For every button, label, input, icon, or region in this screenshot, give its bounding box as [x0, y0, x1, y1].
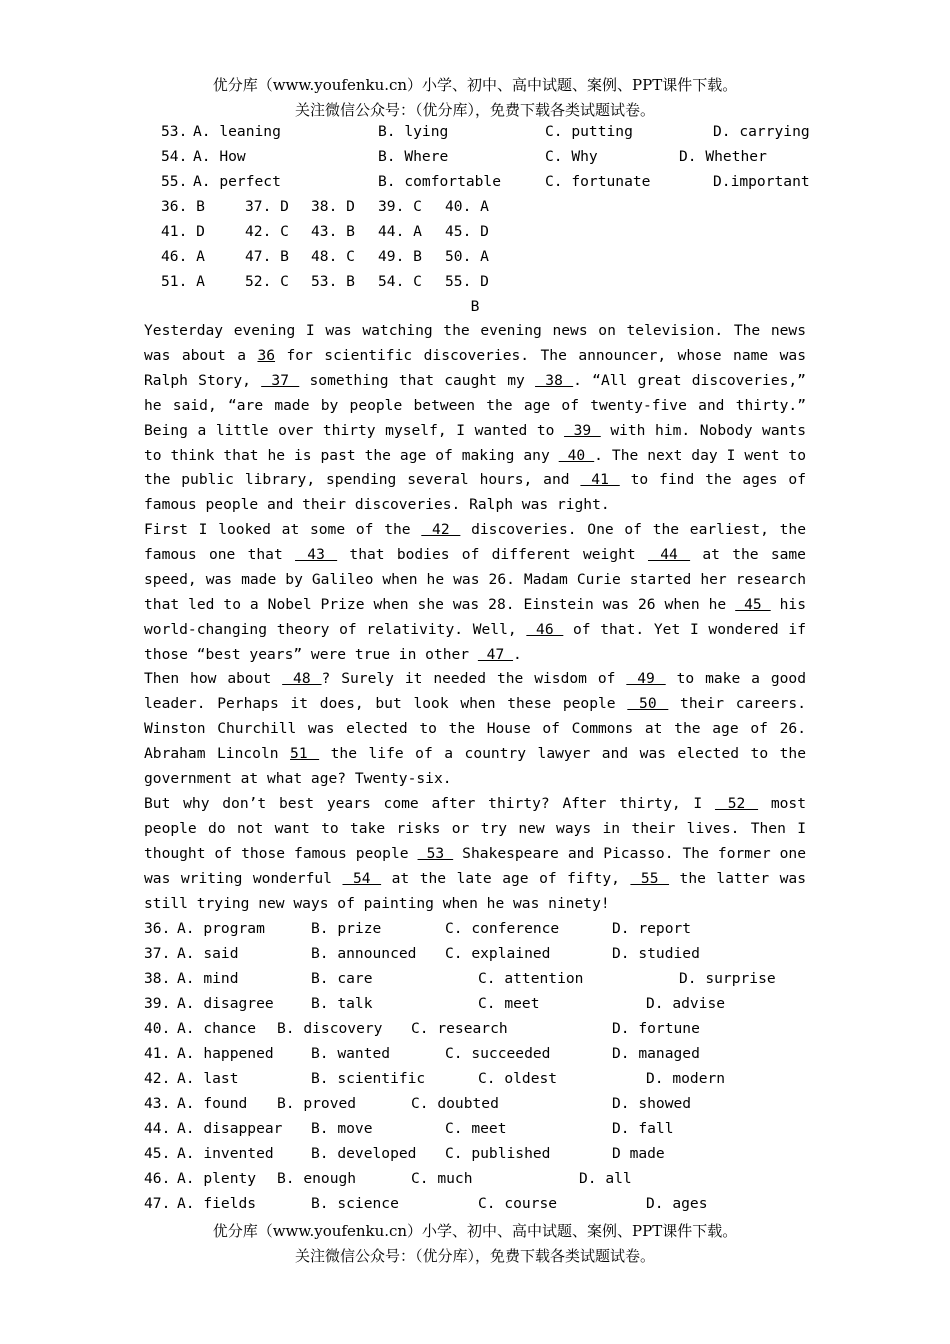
- option-c: C. meet: [445, 1120, 507, 1137]
- answer: 51. A: [161, 273, 205, 290]
- option-b: B. lying: [378, 123, 449, 140]
- blank-41: 41: [580, 471, 620, 489]
- option-num: 55.: [161, 173, 188, 190]
- option-d: D. showed: [612, 1095, 692, 1112]
- option-num: 47.: [144, 1195, 171, 1212]
- option-b: B. move: [311, 1120, 373, 1137]
- option-b: B. care: [311, 970, 373, 987]
- text: . The next day I went to the public library, spending several hours, and: [144, 446, 806, 489]
- option-d: D. ages: [646, 1195, 708, 1212]
- passage-paragraph-2: [144, 518, 806, 667]
- answer: 49. B: [378, 248, 422, 265]
- option-a: A. mind: [177, 970, 239, 987]
- answer: 53. B: [311, 273, 355, 290]
- answer: 45. D: [445, 223, 489, 240]
- option-a: A. perfect: [193, 173, 281, 190]
- option-d: D made: [612, 1145, 665, 1162]
- text: Yesterday evening I was watching the evening news on television. The news was about a: [144, 322, 806, 364]
- option-a: A. last: [177, 1070, 239, 1087]
- passage-paragraph-1: [144, 319, 806, 518]
- option-d: D. fortune: [612, 1020, 700, 1037]
- blank-50: 50: [627, 694, 669, 712]
- option-a: A. disappear: [177, 1120, 283, 1137]
- text: to find the ages of famous people and their discoveries. Ralph was right.: [144, 471, 806, 514]
- option-d: D. carrying: [713, 123, 810, 140]
- option-c: C. meet: [478, 995, 540, 1012]
- option-num: 39.: [144, 995, 171, 1012]
- option-b: B. proved: [277, 1095, 357, 1112]
- option-b: B. enough: [277, 1170, 357, 1187]
- blank-52: 52: [714, 795, 759, 812]
- option-c: C. published: [445, 1145, 551, 1162]
- option-a: A. chance: [177, 1020, 257, 1037]
- option-num: 41.: [144, 1045, 171, 1062]
- section-label: B: [470, 298, 480, 315]
- text: that bodies of different weight: [337, 545, 648, 563]
- answer: 46. A: [161, 248, 205, 265]
- option-d: D. advise: [646, 995, 726, 1012]
- option-a: A. How: [193, 148, 246, 165]
- option-c: C. explained: [445, 945, 551, 962]
- text: ? Surely it needed the wisdom of: [321, 670, 627, 687]
- answer: 44. A: [378, 223, 422, 240]
- option-a: A. happened: [177, 1045, 274, 1062]
- option-a: A. program: [177, 920, 265, 937]
- text: Shakespeare and Picasso. The former one was writing wonderful: [144, 844, 806, 887]
- option-d: D. modern: [646, 1070, 726, 1087]
- blank-40: 40: [558, 446, 595, 464]
- answer: 52. C: [245, 273, 289, 290]
- option-c: C. putting: [545, 123, 633, 140]
- option-c: C. much: [411, 1170, 473, 1187]
- blank-49: 49: [626, 670, 666, 687]
- option-d: D. Whether: [679, 148, 767, 165]
- text: the latter was still trying new ways of painting when he was ninety!: [144, 869, 807, 912]
- blank-43: 43: [295, 545, 338, 563]
- option-d: D. managed: [612, 1045, 700, 1062]
- answer: 42. C: [245, 223, 289, 240]
- option-c: C. fortunate: [545, 173, 651, 190]
- option-b: B. announced: [311, 945, 417, 962]
- option-num: 44.: [144, 1120, 171, 1137]
- answer: 36. B: [161, 198, 205, 215]
- option-num: 45.: [144, 1145, 171, 1162]
- option-a: A. leaning: [193, 123, 281, 140]
- option-c: C. research: [411, 1020, 508, 1037]
- option-b: B. discovery: [277, 1020, 383, 1037]
- option-a: A. disagree: [177, 995, 274, 1012]
- header-line-2: 关注微信公众号：（优分库），免费下载各类试题试卷。: [294, 101, 655, 119]
- option-c: C. conference: [445, 920, 560, 937]
- text: to make a good leader. Perhaps it does, but look when these people: [144, 670, 806, 712]
- option-b: B. prize: [311, 920, 382, 937]
- option-b: B. developed: [311, 1145, 417, 1162]
- text: their careers. Winston Churchill was elected to the House of Commons at the age of 26. Abraham Lincoln: [144, 694, 806, 762]
- option-a: A. said: [177, 945, 239, 962]
- answer: 37. D: [245, 198, 289, 215]
- option-num: 53.: [161, 123, 188, 140]
- option-num: 46.: [144, 1170, 171, 1187]
- blank-47: 47: [477, 645, 514, 663]
- option-c: C. Why: [545, 148, 598, 165]
- option-num: 43.: [144, 1095, 171, 1112]
- blank-51: 51: [290, 744, 320, 762]
- passage-paragraph-3: [144, 667, 806, 792]
- option-num: 37.: [144, 945, 171, 962]
- option-b: B. talk: [311, 995, 373, 1012]
- text: his world-changing theory of relativity. Well,: [144, 595, 806, 638]
- option-b: B. science: [311, 1195, 399, 1212]
- option-d: D. studied: [612, 945, 700, 962]
- option-num: 54.: [161, 148, 188, 165]
- header-line-1: 优分库（www.youfenku.cn）小学、初中、高中试题、案例、PPT课件下载。: [212, 76, 738, 94]
- passage-paragraph-4: [144, 792, 806, 917]
- answer: 50. A: [445, 248, 489, 265]
- text: at the same speed, was made by Galileo when he was 26. Madam Curie started her research that led to a Nobel Prize when she was 28. Einstein was 26 when he: [144, 545, 806, 613]
- option-d: D. all: [579, 1170, 632, 1187]
- option-b: B. comfortable: [378, 173, 502, 190]
- option-b: B. scientific: [311, 1070, 426, 1087]
- option-num: 40.: [144, 1020, 171, 1037]
- text: at the late age of fifty,: [381, 869, 631, 887]
- text: But why don’t best years come after thirty? After thirty, I: [144, 795, 715, 812]
- option-d: D. surprise: [679, 970, 776, 987]
- text: .: [513, 645, 522, 663]
- answer: 39. C: [378, 198, 422, 215]
- answer: 55. D: [445, 273, 489, 290]
- option-num: 42.: [144, 1070, 171, 1087]
- text: with him. Nobody wants to think that he is past the age of making any: [144, 421, 806, 464]
- option-num: 38.: [144, 970, 171, 987]
- option-a: A. found: [177, 1095, 248, 1112]
- answer: 54. C: [378, 273, 422, 290]
- answer: 47. B: [245, 248, 289, 265]
- answer: 48. C: [311, 248, 355, 265]
- option-c: C. oldest: [478, 1070, 558, 1087]
- text: something that caught my: [299, 371, 536, 389]
- text: most people do not want to take risks or try new ways in their lives. Then I thought of those famous people: [144, 795, 806, 862]
- blank-55: 55: [630, 869, 670, 887]
- blank-44: 44: [647, 545, 691, 563]
- blank-36: 36: [257, 346, 276, 364]
- option-a: A. invented: [177, 1145, 274, 1162]
- footer-line-1: 优分库（www.youfenku.cn）小学、初中、高中试题、案例、PPT课件下载。: [212, 1222, 738, 1240]
- blank-37: 37: [261, 371, 300, 389]
- answer: 40. A: [445, 198, 489, 215]
- blank-53: 53: [417, 844, 454, 862]
- text: Then how about: [144, 670, 283, 687]
- option-d: D.important: [713, 173, 810, 190]
- option-a: A. fields: [177, 1195, 257, 1212]
- option-c: C. doubted: [411, 1095, 499, 1112]
- blank-39: 39: [564, 421, 601, 439]
- blank-42: 42: [421, 521, 461, 538]
- option-b: B. Where: [378, 148, 449, 165]
- text: . “All great discoveries,” he said, “are made by people between the age of twenty-five and thirty.” Being a little over thirty myself, I wanted to: [144, 371, 806, 439]
- footer-line-2: 关注微信公众号：（优分库），免费下载各类试题试卷。: [294, 1247, 655, 1265]
- answer: 38. D: [311, 198, 355, 215]
- option-d: D. fall: [612, 1120, 674, 1137]
- blank-38: 38: [535, 371, 574, 389]
- option-c: C. course: [478, 1195, 558, 1212]
- blank-54: 54: [342, 869, 382, 887]
- text: the life of a country lawyer and was elected to the government at what age? Twenty-six.: [144, 744, 806, 787]
- text: discoveries. One of the earliest, the famous one that: [144, 521, 806, 563]
- option-b: B. wanted: [311, 1045, 391, 1062]
- text: of that. Yet I wondered if those “best years” were true in other: [144, 620, 806, 663]
- option-a: A. plenty: [177, 1170, 257, 1187]
- text: First I looked at some of the: [144, 521, 422, 538]
- blank-46: 46: [526, 620, 564, 638]
- option-num: 36.: [144, 920, 171, 937]
- text: for scientific discoveries. The announcer, whose name was Ralph Story,: [144, 346, 806, 389]
- option-c: C. attention: [478, 970, 584, 987]
- answer: 41. D: [161, 223, 205, 240]
- answer: 43. B: [311, 223, 355, 240]
- option-c: C. succeeded: [445, 1045, 551, 1062]
- blank-45: 45: [735, 595, 771, 613]
- option-d: D. report: [612, 920, 692, 937]
- blank-48: 48: [282, 670, 322, 687]
